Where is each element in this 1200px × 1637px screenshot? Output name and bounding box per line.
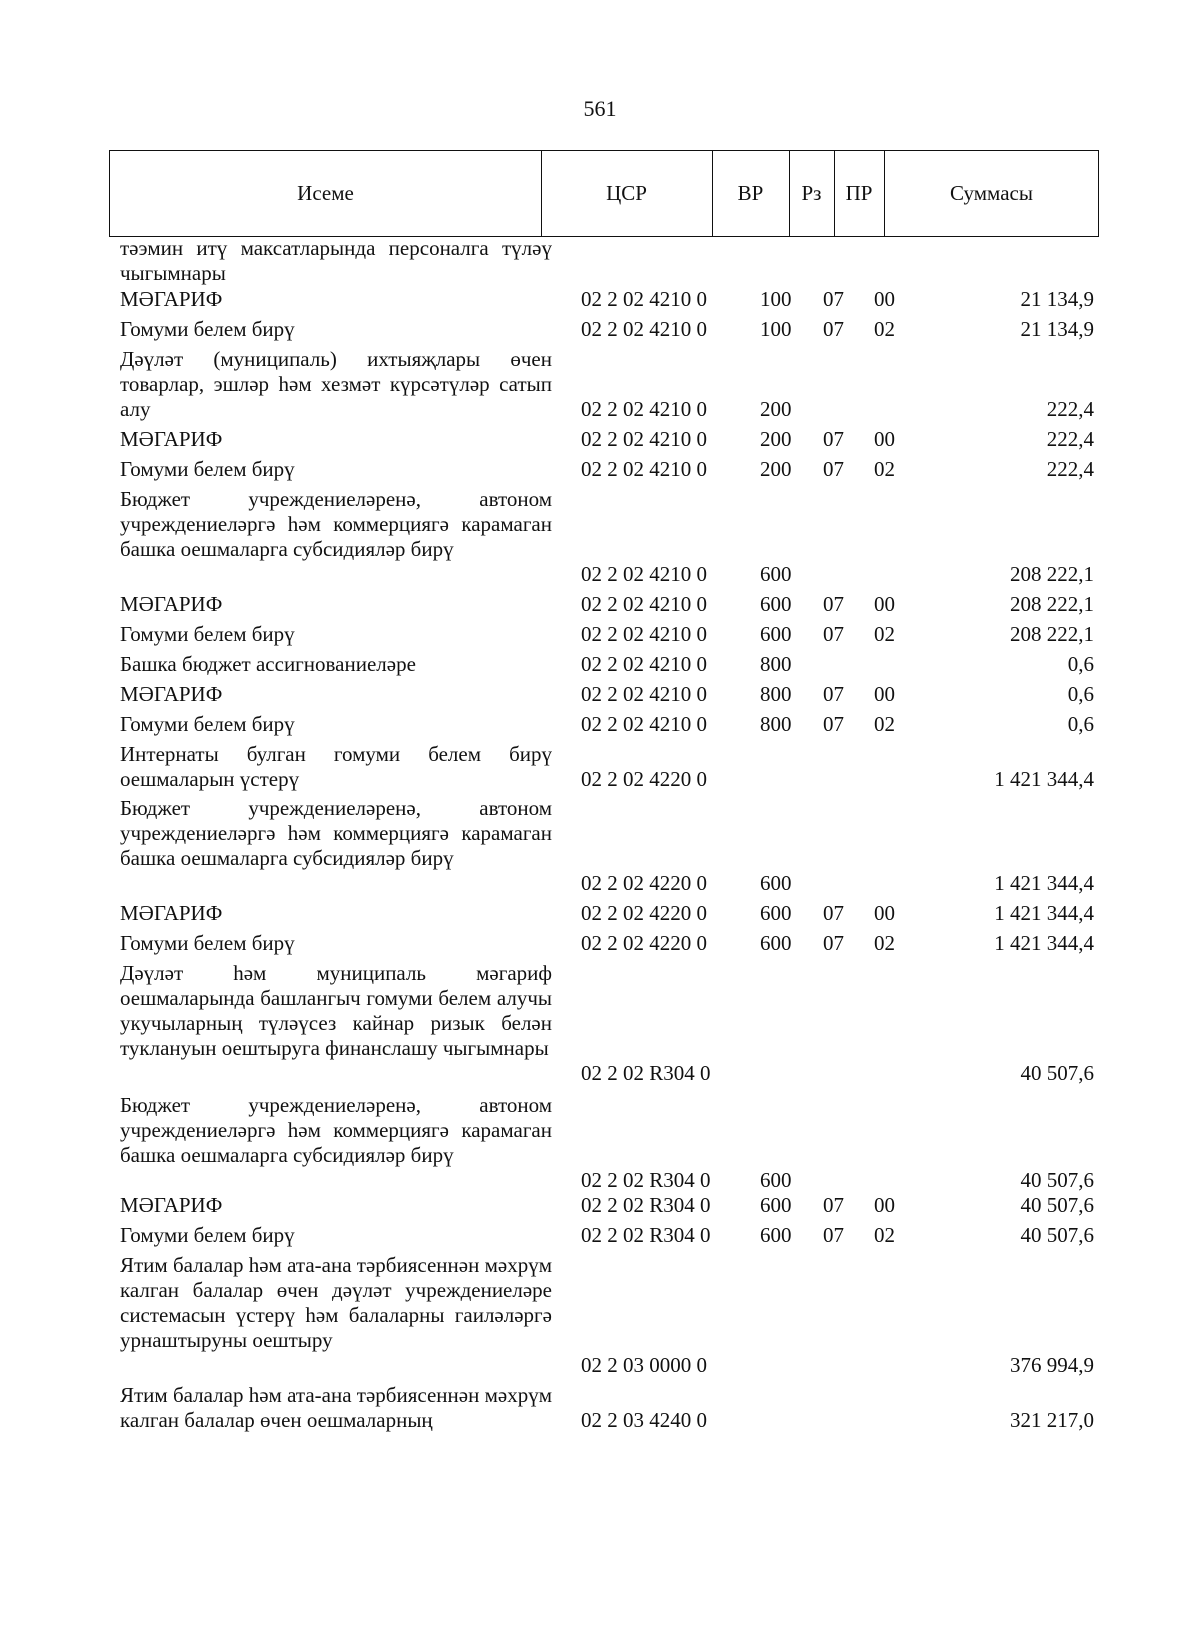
row-name: Бюджет учреждениеләренә, автоном учреждениеләргә һәм коммерциягә карамаган башка оешмаларга субсидияләр бирү — [120, 487, 552, 561]
row-sum: 40 507,6 — [1020, 1193, 1094, 1217]
row-rz: 07 — [823, 931, 844, 955]
row-pr: 02 — [874, 622, 895, 646]
row-vr: 600 — [760, 1223, 792, 1247]
row-rz: 07 — [823, 287, 844, 311]
row-vr: 100 — [760, 317, 792, 341]
row-pr: 00 — [874, 901, 895, 925]
column-header-rz: Рз — [801, 181, 822, 205]
page-number: 561 — [583, 96, 617, 121]
row-name: МӘГАРИФ — [120, 427, 223, 451]
row-vr: 600 — [760, 871, 792, 895]
row-pr: 00 — [874, 592, 895, 616]
row-name: Бюджет учреждениеләренә, автоном учреждениеләргә һәм коммерциягә карамаган башка оешмаларга субсидияләр бирү — [120, 1093, 552, 1167]
row-csr: 02 2 02 4220 0 — [581, 901, 707, 925]
row-rz: 07 — [823, 622, 844, 646]
row-vr: 200 — [760, 397, 792, 421]
row-csr: 02 2 02 4210 0 — [581, 622, 707, 646]
row-csr: 02 2 02 R304 0 — [581, 1168, 711, 1192]
row-sum: 1 421 344,4 — [994, 901, 1094, 925]
row-pr: 00 — [874, 682, 895, 706]
row-csr: 02 2 02 4220 0 — [581, 931, 707, 955]
row-name: Дәүләт һәм муниципаль мәгариф оешмаларында башлангыч гомуми белем алучы укучыларның түләүсез кайнар ризык белән туклануын оештыруга финанслашу чыгымнары — [120, 961, 552, 1060]
row-rz: 07 — [823, 457, 844, 481]
row-csr: 02 2 02 4210 0 — [581, 457, 707, 481]
row-name: тәэмин итү максатларында персоналга түләү чыгымнары — [120, 236, 552, 285]
row-name: Гомуми белем бирү — [120, 1223, 295, 1247]
row-pr: 00 — [874, 1193, 895, 1217]
row-sum: 21 134,9 — [1020, 317, 1094, 341]
row-name: Гомуми белем бирү — [120, 317, 295, 341]
row-csr: 02 2 02 4220 0 — [581, 871, 707, 895]
row-sum: 40 507,6 — [1020, 1061, 1094, 1085]
row-pr: 02 — [874, 457, 895, 481]
column-header-vr: ВР — [737, 181, 764, 205]
row-csr: 02 2 02 4210 0 — [581, 287, 707, 311]
row-sum: 1 421 344,4 — [994, 931, 1094, 955]
row-vr: 600 — [760, 562, 792, 586]
row-rz: 07 — [823, 1193, 844, 1217]
row-pr: 00 — [874, 287, 895, 311]
row-vr: 600 — [760, 592, 792, 616]
row-sum: 40 507,6 — [1020, 1168, 1094, 1192]
row-name: Интернаты булган гомуми белем бирү оешмаларын үстерү — [120, 742, 552, 791]
row-name: Гомуми белем бирү — [120, 457, 295, 481]
row-rz: 07 — [823, 901, 844, 925]
row-name: Бюджет учреждениеләренә, автоном учреждениеләргә һәм коммерциягә карамаган башка оешмаларга субсидияләр бирү — [120, 796, 552, 870]
row-csr: 02 2 02 R304 0 — [581, 1061, 711, 1085]
row-rz: 07 — [823, 317, 844, 341]
row-csr: 02 2 02 R304 0 — [581, 1193, 711, 1217]
row-pr: 02 — [874, 1223, 895, 1247]
row-name: Гомуми белем бирү — [120, 931, 295, 955]
row-vr: 200 — [760, 457, 792, 481]
row-sum: 321 217,0 — [1010, 1408, 1094, 1432]
row-sum: 1 421 344,4 — [994, 871, 1094, 895]
row-sum: 208 222,1 — [1010, 592, 1094, 616]
row-name: Дәүләт (муниципаль) ихтыяҗлары өчен товарлар, эшләр һәм хезмәт күрсәтүләр сатып алу — [120, 347, 552, 421]
row-name: Гомуми белем бирү — [120, 712, 295, 736]
row-rz: 07 — [823, 682, 844, 706]
table-header — [109, 150, 1099, 237]
row-sum: 208 222,1 — [1010, 622, 1094, 646]
row-csr: 02 2 03 4240 0 — [581, 1408, 707, 1432]
row-name: МӘГАРИФ — [120, 901, 223, 925]
column-header-sum: Суммасы — [950, 181, 1033, 205]
row-sum: 222,4 — [1046, 427, 1094, 451]
row-rz: 07 — [823, 592, 844, 616]
row-pr: 02 — [874, 712, 895, 736]
row-csr: 02 2 02 4210 0 — [581, 397, 707, 421]
row-sum: 0,6 — [1067, 682, 1094, 706]
row-csr: 02 2 02 4210 0 — [581, 682, 707, 706]
row-pr: 02 — [874, 931, 895, 955]
row-rz: 07 — [823, 427, 844, 451]
row-sum: 0,6 — [1067, 652, 1094, 676]
column-header-pr: ПР — [845, 181, 873, 205]
row-pr: 02 — [874, 317, 895, 341]
row-pr: 00 — [874, 427, 895, 451]
row-name: МӘГАРИФ — [120, 592, 223, 616]
row-name: Ятим балалар һәм ата-ана тәрбиясеннән мәхрүм калган балалар өчен оешмаларның — [120, 1383, 552, 1432]
row-sum: 222,4 — [1046, 457, 1094, 481]
row-csr: 02 2 03 0000 0 — [581, 1353, 707, 1377]
row-vr: 100 — [760, 287, 792, 311]
row-vr: 200 — [760, 427, 792, 451]
column-header-name: Исеме — [297, 181, 354, 205]
row-vr: 800 — [760, 652, 792, 676]
row-sum: 222,4 — [1046, 397, 1094, 421]
row-csr: 02 2 02 4220 0 — [581, 767, 707, 791]
row-rz: 07 — [823, 712, 844, 736]
row-csr: 02 2 02 R304 0 — [581, 1223, 711, 1247]
row-sum: 21 134,9 — [1020, 287, 1094, 311]
row-csr: 02 2 02 4210 0 — [581, 427, 707, 451]
row-vr: 800 — [760, 712, 792, 736]
row-vr: 600 — [760, 1193, 792, 1217]
column-header-csr: ЦСР — [606, 181, 647, 205]
row-sum: 208 222,1 — [1010, 562, 1094, 586]
row-name: МӘГАРИФ — [120, 287, 223, 311]
row-sum: 1 421 344,4 — [994, 767, 1094, 791]
row-name: МӘГАРИФ — [120, 1193, 223, 1217]
row-name: Башка бюджет ассигнованиеләре — [120, 652, 416, 676]
row-name: Гомуми белем бирү — [120, 622, 295, 646]
row-rz: 07 — [823, 1223, 844, 1247]
row-vr: 800 — [760, 682, 792, 706]
row-csr: 02 2 02 4210 0 — [581, 652, 707, 676]
row-name: МӘГАРИФ — [120, 682, 223, 706]
row-csr: 02 2 02 4210 0 — [581, 317, 707, 341]
row-vr: 600 — [760, 622, 792, 646]
row-csr: 02 2 02 4210 0 — [581, 712, 707, 736]
row-vr: 600 — [760, 901, 792, 925]
row-csr: 02 2 02 4210 0 — [581, 562, 707, 586]
row-sum: 40 507,6 — [1020, 1223, 1094, 1247]
row-name: Ятим балалар һәм ата-ана тәрбиясеннән мәхрүм калган балалар өчен дәүләт учреждениеләре системасын үстерү һәм балаларны гаиләләргә урнаштыруны оештыру — [120, 1253, 552, 1352]
row-vr: 600 — [760, 931, 792, 955]
row-sum: 0,6 — [1067, 712, 1094, 736]
row-csr: 02 2 02 4210 0 — [581, 592, 707, 616]
row-sum: 376 994,9 — [1010, 1353, 1094, 1377]
row-vr: 600 — [760, 1168, 792, 1192]
